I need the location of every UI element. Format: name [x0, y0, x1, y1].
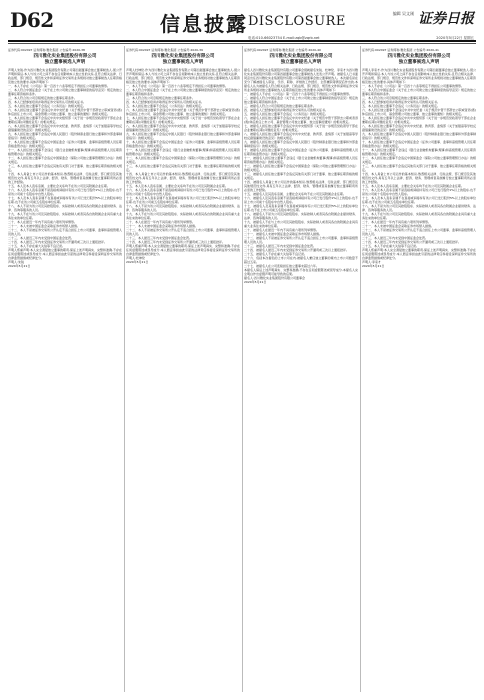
article-paragraph: 十四、本人具备上市公司运作的基本知识,熟悉相关法律、行政法规、部门规章及其他规范性文件,具有五年以上法律、经济、财务、管理或者其他履行独立董事职责所必需的工作经验。 — [362, 172, 476, 184]
article-paragraph: 十六、被提名人及其直系亲属不是直接或间接持有公司已发行股份1%以上的股东,也不是上市公司前十名股东中自然人股东。 — [244, 196, 358, 204]
article-paragraph: 本提名人保证上述声明真实、完整和准确,不存在任何虚假陈述或误导成分,本提名人完全明白作出虚假声明可能导致的后果。 — [244, 268, 358, 276]
article-paragraph: 十一、本人担任独立董事不会违反《银行业金融机构董事(理事)和高级管理人员任职资格管理办法》的相关规定。 — [362, 148, 476, 156]
article-paragraph: 声明人郑重声明:本人完全清楚独立董事的职责,保证上述声明真实、完整和准确,不存在任何虚假陈述或误导成分,本人愿意承担由此引起的法律责任和接受深圳证券交易所的自律监管措施或纪律处分。 — [8, 248, 122, 260]
article-paragraph: 七、被提名人担任独立董事不会违反中共中央组织部《关于进一步规范党政领导干部在企业兼职(任职)问题的意见》的相关规定。 — [244, 124, 358, 132]
article-paragraph: 2020年5月21日 — [8, 264, 31, 268]
article-paragraph: 二十、本人在最近一年内不具有前六项所列举情形。 — [362, 220, 432, 224]
article-paragraph: 声明人郑重声明:本人完全清楚独立董事的职责,保证上述声明真实、完整和准确,不存在任何虚假陈述或误导成分,本人愿意承担由此引起的法律责任和接受深圳证券交易所的自律监管措施或纪律处分。 — [362, 248, 476, 260]
article-paragraph: 二、本人符合中国证监会《关于在上市公司建立独立董事制度的指导意见》规定的独立董事任职资格和条件。 — [362, 88, 476, 96]
article-paragraph: 八、本人担任独立董事不会违反中共中央纪委、教育部、监察部《关于加强高等学校反腐倡廉建设的意见》的相关规定。 — [126, 124, 240, 132]
company-name: 四川雅化实业集团股份有限公司 — [269, 54, 333, 59]
article-paragraph: 2020年5月21日 — [244, 280, 267, 284]
section-title-en: DISCLOSURE — [248, 14, 346, 29]
article-paragraph: 二十三、本人最近三年内未受到中国证监会处罚。 — [362, 236, 429, 240]
article-paragraph: 六、本人担任独立董事不会违反中共中央纪委《关于规范中管干部辞去公职或者退(离)休后担任上市公司、基金管理公司独立董事、独立监事的通知》的相关规定。 — [8, 108, 122, 116]
newspaper-logo: 证券日报 — [418, 11, 474, 27]
editor-credit: 编辑 吴文刚 — [392, 11, 414, 16]
article-body — [126, 68, 240, 264]
article-paragraph: 十、被提名人担任独立董事不会违反中国证监会《证券公司董事、监事和高级管理人员任职资格监管办法》的相关规定。 — [244, 148, 358, 156]
article-paragraph: 十五、本人及本人直系亲属、主要社会关系均不在该公司及其附属企业任职。 — [126, 184, 229, 188]
article-paragraph: 十二、本人担任独立董事不会违反中国保监会《保险公司独立董事管理暂行办法》的相关规定。 — [8, 156, 122, 164]
article-paragraph: 四、本人已经参加培训并取得证券交易所认可的相关证书。 — [8, 100, 87, 104]
article-paragraph: 九、被提名人担任独立董事不会违反中国人民银行《股份制商业银行独立董事和外部监事制度指引》的相关规定。 — [244, 140, 358, 148]
article-paragraph: 声明人:杜坤伦 — [126, 256, 146, 260]
article-paragraph: 十九、本人不在与该公司及其控股股东、实际控制人或者其各自的附属企业具有重大业务往来的单位任职。 — [362, 212, 476, 220]
article-paragraph: 六、本人担任独立董事不会违反中共中央纪委《关于规范中管干部辞去公职或者退(离)休后担任上市公司、基金管理公司独立董事、独立监事的通知》的相关规定。 — [126, 108, 240, 116]
article-paragraph: 二十五、本人不存在重大失信等不良记录。 — [8, 244, 66, 248]
article-paragraph: 十四、本人具备上市公司运作的基本知识,熟悉相关法律、行政法规、部门规章及其他规范性文件,具有五年以上法律、经济、财务、管理或者其他履行独立董事职责所必需的工作经验。 — [126, 172, 240, 184]
article-paragraph: 二十一、被提名人未被中国证监会采取证券市场禁入措施。 — [244, 232, 323, 236]
article-paragraph: 二十二、本人不是被证券交易所公开认定不适合担任上市公司董事、监事和高级管理人员的人员。 — [8, 228, 122, 236]
article-paragraph: 十、本人担任独立董事不会违反中国证监会《证券公司董事、监事和高级管理人员任职资格监管办法》的相关规定。 — [362, 140, 476, 148]
article-paragraph: 声明人郑重声明:本人完全清楚独立董事的职责,保证上述声明真实、完整和准确,不存在任何虚假陈述或误导成分,本人愿意承担由此引起的法律责任和接受深圳证券交易所的自律监管措施或纪律处分。 — [126, 244, 240, 256]
article-paragraph: 八、被提名人担任独立董事不会违反中共中央纪委、教育部、监察部《关于加强高等学校反腐倡廉建设的意见》的相关规定。 — [244, 132, 358, 140]
header-rule-thin — [8, 43, 476, 44]
article-paragraph: 十六、本人及本人直系亲属不是直接或间接持有该公司已发行股份1%以上的股东,也不是该公司前十名股东中自然人股东。 — [362, 188, 476, 196]
article-paragraph: 二十六、包括本次提名的上市公司在内,被提名人兼任独立董事的境内上市公司数量不超过五家。 — [244, 256, 358, 264]
header-rule — [8, 40, 476, 42]
article-paragraph: 二十二、被提名人不是被证券交易所公开认定不适合担任上市公司董事、监事和高级管理人员的人员。 — [244, 236, 358, 244]
article-paragraph: 二十、本人在最近一年内不具有前六项所列举情形。 — [8, 220, 78, 224]
article-paragraph: 十、本人担任独立董事不会违反中国证监会《证券公司董事、监事和高级管理人员任职资格监管办法》的相关规定。 — [126, 140, 240, 148]
column-divider — [124, 46, 125, 692]
article-paragraph: 声明人:李家才 — [362, 260, 382, 264]
column — [244, 46, 358, 692]
article-paragraph: 十一、本人担任独立董事不会违反《银行业金融机构董事(理事)和高级管理人员任职资格管理办法》的相关规定。 — [126, 148, 240, 156]
column — [8, 46, 122, 692]
article-paragraph: 二十、本人在最近一年内不具有前六项所列举情形。 — [126, 220, 196, 224]
article-paragraph: 提名人四川雅化实业集团股份有限公司董事会现就提名朱锐、杜坤伦、李家才为四川雅化实业集团股份有限公司第四届董事会独立董事候选人发表公开声明。被提名人已书面同意出任四川雅化实业集团股份有限公司第四届董事会独立董事候选人。本次提名是在充分了解被提名人职业、学历、职称、详细的工作经历、全部兼职等情况后作出的,本提名人认为被提名人符合相关法律、行政法规、部门规章、规范性文件和深圳证券交易所业务规则对独立董事候选人任职资格及独立性的要求,具体声明如下: — [244, 68, 358, 92]
article-paragraph: 声明人朱锐,作为四川雅化实业集团股份有限公司第四届董事会独立董事候选人,现公开声明和保证,本人与该公司之间不存在任何影响本人独立性的关系,且符合相关法律、行政法规、部门规章、规范性文件和深圳证券交易所业务规则对独立董事候选人任职资格及独立性的要求,具体声明如下: — [8, 68, 122, 84]
article-paragraph: 一、本人不存在《公司法》第一百四十六条等规定不得担任公司董事的情形。 — [126, 84, 229, 88]
article-paragraph: 三、本人符合该公司章程规定的独立董事任职条件。 — [362, 96, 432, 100]
stock-code-line: 证券代码:002497 证券简称:雅化集团 公告编号:2020-39 — [126, 48, 203, 52]
article-paragraph: 十八、本人不是为该公司及其控股股东、实际控制人或者其各自附属企业提供财务、法律、咨询等服务的人员。 — [8, 204, 122, 212]
article-paragraph: 三、本人符合该公司章程规定的独立董事任职条件。 — [8, 96, 78, 100]
article-paragraph: 二十五、被提名人不存在重大失信等不良记录。 — [244, 252, 308, 256]
page-number: D62 — [10, 8, 54, 32]
article-paragraph: 三、本人符合该公司章程规定的独立董事任职条件。 — [126, 96, 196, 100]
article-paragraph: 十四、本人具备上市公司运作的基本知识,熟悉相关法律、行政法规、部门规章及其他规范性文件,具有五年以上法律、经济、财务、管理或者其他履行独立董事职责所必需的工作经验。 — [8, 172, 122, 184]
article-paragraph: 五、被提名人担任独立董事不会违反《公务员法》的相关规定。 — [244, 112, 329, 116]
article-paragraph: 十八、本人不是为该公司及其控股股东、实际控制人或者其各自附属企业提供财务、法律、咨询等服务的人员。 — [126, 204, 240, 212]
article-title: 独立董事提名人声明 — [280, 60, 322, 65]
article-paragraph: 四、本人已经参加培训并取得证券交易所认可的相关证书。 — [362, 100, 441, 104]
article-paragraph: 六、本人担任独立董事不会违反中共中央纪委《关于规范中管干部辞去公职或者退(离)休后担任上市公司、基金管理公司独立董事、独立监事的通知》的相关规定。 — [362, 108, 476, 116]
article-paragraph: 十七、本人及本人直系亲属不在直接或间接持有该公司已发行股份5%以上的股东单位任职,也不在该公司前五名股东单位任职。 — [362, 196, 476, 204]
article-paragraph: 五、本人担任独立董事不会违反《公务员法》的相关规定。 — [8, 104, 87, 108]
article-paragraph: 十七、本人及本人直系亲属不在直接或间接持有该公司已发行股份5%以上的股东单位任职,也不在该公司前五名股东单位任职。 — [126, 196, 240, 204]
article-paragraph: 十九、被提名人不在与上市公司及其控股股东、实际控制人或者其各自的附属企业具有重大业务往来的单位任职。 — [244, 220, 358, 228]
article-header — [8, 48, 122, 65]
article-paragraph: 二十三、被提名人最近三年内未受到中国证监会处罚。 — [244, 244, 317, 248]
article-paragraph: 十七、本人及本人直系亲属不在直接或间接持有该公司已发行股份5%以上的股东单位任职,也不在该公司前五名股东单位任职。 — [8, 196, 122, 204]
article-columns — [8, 46, 476, 692]
article-paragraph: 九、本人担任独立董事不会违反中国人民银行《股份制商业银行独立董事和外部监事制度指引》的相关规定。 — [126, 132, 240, 140]
article-paragraph: 七、本人担任独立董事不会违反中共中央组织部《关于进一步规范党政领导干部在企业兼职(任职)问题的意见》的相关规定。 — [126, 116, 240, 124]
article-paragraph: 二十四、被提名人最近三年内未受到证券交易所公开谴责或三次以上通报批评。 — [244, 248, 350, 252]
stock-code-line: 证券代码:002497 证券简称:雅化集团 公告编号:2020-41 — [362, 48, 439, 52]
article-paragraph: 二十三、本人最近三年内未受到中国证监会处罚。 — [126, 236, 193, 240]
article-paragraph: 十二、本人担任独立董事不会违反中国保监会《保险公司独立董事管理暂行办法》的相关规定。 — [126, 156, 240, 164]
article-paragraph: 十一、被提名人担任独立董事不会违反《银行业金融机构董事(理事)和高级管理人员任职资格管理办法》的相关规定。 — [244, 156, 358, 164]
contact-info: 电话:010-66023754 E-mail:zqb@zqrb.net — [248, 36, 320, 40]
article-paragraph: 五、本人担任独立董事不会违反《公务员法》的相关规定。 — [362, 104, 441, 108]
article-paragraph: 四、被提名人已经参加培训并取得证券交易所认可的相关证书。 — [244, 108, 329, 112]
article-header — [362, 48, 476, 65]
stock-code-line: 证券代码:002497 证券简称:雅化集团 公告编号:2020-38 — [8, 48, 85, 52]
article-paragraph: 十五、本人及本人直系亲属、主要社会关系均不在该公司及其附属企业任职。 — [8, 184, 111, 188]
article-paragraph: 十、本人担任独立董事不会违反中国证监会《证券公司董事、监事和高级管理人员任职资格监管办法》的相关规定。 — [8, 140, 122, 148]
stock-code-line: 证券代码:002497 证券简称:雅化集团 公告编号:2020-40 — [244, 48, 321, 52]
article-paragraph: 十三、本人担任独立董事不会违反其他有关部门对于董事、独立董事任职资格的相关规定。 — [126, 164, 240, 172]
article-body — [8, 68, 122, 268]
article-paragraph: 十六、本人及本人直系亲属不是直接或间接持有该公司已发行股份1%以上的股东,也不是该公司前十名股东中自然人股东。 — [8, 188, 122, 196]
article-paragraph: 十四、被提名人具备上市公司运作的基本知识,熟悉相关法律、行政法规、部门规章及其他规范性文件,具有五年以上法律、经济、财务、管理或者其他履行独立董事职责所必需的工作经验。 — [244, 180, 358, 192]
article-paragraph: 七、本人担任独立董事不会违反中共中央组织部《关于进一步规范党政领导干部在企业兼职(任职)问题的意见》的相关规定。 — [8, 116, 122, 124]
article-paragraph: 十二、被提名人担任独立董事不会违反中国保监会《保险公司独立董事管理暂行办法》的相关规定。 — [244, 164, 358, 172]
article-paragraph: 十八、被提名人不是为公司及其控股股东、实际控制人或者其各自附属企业提供财务、法律、咨询等服务的人员。 — [244, 212, 358, 220]
column-divider — [360, 46, 361, 692]
article-paragraph: 二十一、本人未被中国证监会采取证券市场禁入措施。 — [8, 224, 81, 228]
article-paragraph: 八、本人担任独立董事不会违反中共中央纪委、教育部、监察部《关于加强高等学校反腐倡廉建设的意见》的相关规定。 — [362, 124, 476, 132]
article-paragraph: 2020年5月21日 — [126, 260, 149, 264]
article-body — [244, 68, 358, 284]
article-title: 独立董事候选人声明 — [162, 60, 204, 65]
company-name: 四川雅化实业集团股份有限公司 — [387, 54, 451, 59]
article-paragraph: 二十五、本人不存在重大失信等不良记录。 — [362, 244, 420, 248]
article-paragraph: 二十七、被提名人在公司连续担任独立董事未超过六年。 — [244, 264, 320, 268]
article-paragraph: 二十四、本人最近三年内未受到证券交易所公开谴责或三次以上通报批评。 — [126, 240, 226, 244]
article-paragraph: 二、本人符合中国证监会《关于在上市公司建立独立董事制度的指导意见》规定的独立董事任职资格和条件。 — [8, 88, 122, 96]
article-paragraph: 二十四、本人最近三年内未受到证券交易所公开谴责或三次以上通报批评。 — [362, 240, 462, 244]
article-paragraph: 二、本人符合中国证监会《关于在上市公司建立独立董事制度的指导意见》规定的独立董事任职资格和条件。 — [126, 88, 240, 96]
article-header — [126, 48, 240, 65]
article-paragraph: 三、被提名人符合公司章程规定的独立董事任职条件。 — [244, 104, 317, 108]
article-paragraph: 声明人:朱锐 — [8, 260, 25, 264]
article-paragraph: 提名人:四川雅化实业集团股份有限公司董事会 — [244, 276, 306, 280]
article-header — [244, 48, 358, 65]
section-title-cn: 信息披露 — [160, 12, 248, 36]
article-paragraph: 十三、本人担任独立董事不会违反其他有关部门对于董事、独立董事任职资格的相关规定。 — [362, 164, 476, 172]
article-paragraph: 2020年5月21日 — [362, 264, 385, 268]
article-paragraph: 声明人李家才,作为四川雅化实业集团股份有限公司第四届董事会独立董事候选人,现公开声明和保证,本人与该公司之间不存在任何影响本人独立性的关系,且符合相关法律、行政法规、部门规章、规范性文件和深圳证券交易所业务规则对独立董事候选人任职资格及独立性的要求,具体声明如下: — [362, 68, 476, 84]
column — [126, 46, 240, 692]
issue-date: 2020年5月22日 星期五 — [436, 36, 474, 40]
article-paragraph: 十五、本人及本人直系亲属、主要社会关系均不在该公司及其附属企业任职。 — [362, 184, 465, 188]
article-paragraph: 一、被提名人不存在《公司法》第一百四十六条等规定不得担任公司董事的情形。 — [244, 92, 353, 96]
article-paragraph: 二、被提名人符合中国证监会《关于在上市公司建立独立董事制度的指导意见》规定的独立董事任职资格和条件。 — [244, 96, 358, 104]
article-paragraph: 二十一、本人未被中国证监会采取证券市场禁入措施。 — [362, 224, 435, 228]
article-body — [362, 68, 476, 268]
article-paragraph: 十九、本人不在与该公司及其控股股东、实际控制人或者其各自的附属企业具有重大业务往来的单位任职。 — [8, 212, 122, 220]
article-paragraph: 一、本人不存在《公司法》第一百四十六条等规定不得担任公司董事的情形。 — [8, 84, 111, 88]
article-paragraph: 七、本人担任独立董事不会违反中共中央组织部《关于进一步规范党政领导干部在企业兼职(任职)问题的意见》的相关规定。 — [362, 116, 476, 124]
article-paragraph: 十三、被提名人担任独立董事不会违反其他有关部门对于董事、独立董事任职资格的相关规定。 — [244, 172, 358, 180]
article-paragraph: 二十二、本人不是被证券交易所公开认定不适合担任上市公司董事、监事和高级管理人员的人员。 — [362, 228, 476, 236]
article-paragraph: 十三、本人担任独立董事不会违反其他有关部门对于董事、独立董事任职资格的相关规定。 — [8, 164, 122, 172]
column-divider — [242, 46, 243, 692]
article-paragraph: 十二、本人担任独立董事不会违反中国保监会《保险公司独立董事管理暂行办法》的相关规定。 — [362, 156, 476, 164]
article-paragraph: 声明人杜坤伦,作为四川雅化实业集团股份有限公司第四届董事会独立董事候选人,现公开声明和保证,本人与该公司之间不存在任何影响本人独立性的关系,且符合相关法律、行政法规、部门规章、规范性文件和深圳证券交易所业务规则对独立董事候选人任职资格及独立性的要求,具体声明如下: — [126, 68, 240, 84]
article-paragraph: 二十、被提名人在最近一年内不具有前六项所列举情形。 — [244, 228, 320, 232]
article-paragraph: 十九、本人不在与该公司及其控股股东、实际控制人或者其各自的附属企业具有重大业务往来的单位任职。 — [126, 212, 240, 220]
article-paragraph: 十七、被提名人及其直系亲属不在直接或间接持有公司已发行股份5%以上的股东单位任职,也不在上市公司前五名股东单位任职。 — [244, 204, 358, 212]
article-paragraph: 十六、本人及本人直系亲属不是直接或间接持有该公司已发行股份1%以上的股东,也不是该公司前十名股东中自然人股东。 — [126, 188, 240, 196]
company-name: 四川雅化实业集团股份有限公司 — [33, 54, 97, 59]
article-paragraph: 六、被提名人担任独立董事不会违反中共中央纪委《关于规范中管干部辞去公职或者退(离)休后担任上市公司、基金管理公司独立董事、独立监事的通知》的相关规定。 — [244, 116, 358, 124]
masthead — [8, 6, 476, 42]
article-paragraph: 二十一、本人未被中国证监会采取证券市场禁入措施。 — [126, 224, 199, 228]
article-paragraph: 十八、本人不是为该公司及其控股股东、实际控制人或者其各自附属企业提供财务、法律、咨询等服务的人员。 — [362, 204, 476, 212]
article-paragraph: 一、本人不存在《公司法》第一百四十六条等规定不得担任公司董事的情形。 — [362, 84, 465, 88]
company-name: 四川雅化实业集团股份有限公司 — [151, 54, 215, 59]
article-paragraph: 二十四、本人最近三年内未受到证券交易所公开谴责或三次以上通报批评。 — [8, 240, 108, 244]
article-paragraph: 九、本人担任独立董事不会违反中国人民银行《股份制商业银行独立董事和外部监事制度指引》的相关规定。 — [8, 132, 122, 140]
article-paragraph: 十五、被提名人及其直系亲属、主要社会关系均不在公司及其附属企业任职。 — [244, 192, 347, 196]
article-paragraph: 五、本人担任独立董事不会违反《公务员法》的相关规定。 — [126, 104, 205, 108]
article-paragraph: 十一、本人担任独立董事不会违反《银行业金融机构董事(理事)和高级管理人员任职资格管理办法》的相关规定。 — [8, 148, 122, 156]
article-paragraph: 九、本人担任独立董事不会违反中国人民银行《股份制商业银行独立董事和外部监事制度指引》的相关规定。 — [362, 132, 476, 140]
article-paragraph: 八、本人担任独立董事不会违反中共中央纪委、教育部、监察部《关于加强高等学校反腐倡廉建设的意见》的相关规定。 — [8, 124, 122, 132]
article-paragraph: 四、本人已经参加培训并取得证券交易所认可的相关证书。 — [126, 100, 205, 104]
article-title: 独立董事候选人声明 — [44, 60, 86, 65]
article-title: 独立董事候选人声明 — [398, 60, 440, 65]
column — [362, 46, 476, 692]
article-paragraph: 二十三、本人最近三年内未受到中国证监会处罚。 — [8, 236, 75, 240]
article-paragraph: 二十二、本人不是被证券交易所公开认定不适合担任上市公司董事、监事和高级管理人员的人员。 — [126, 228, 240, 236]
